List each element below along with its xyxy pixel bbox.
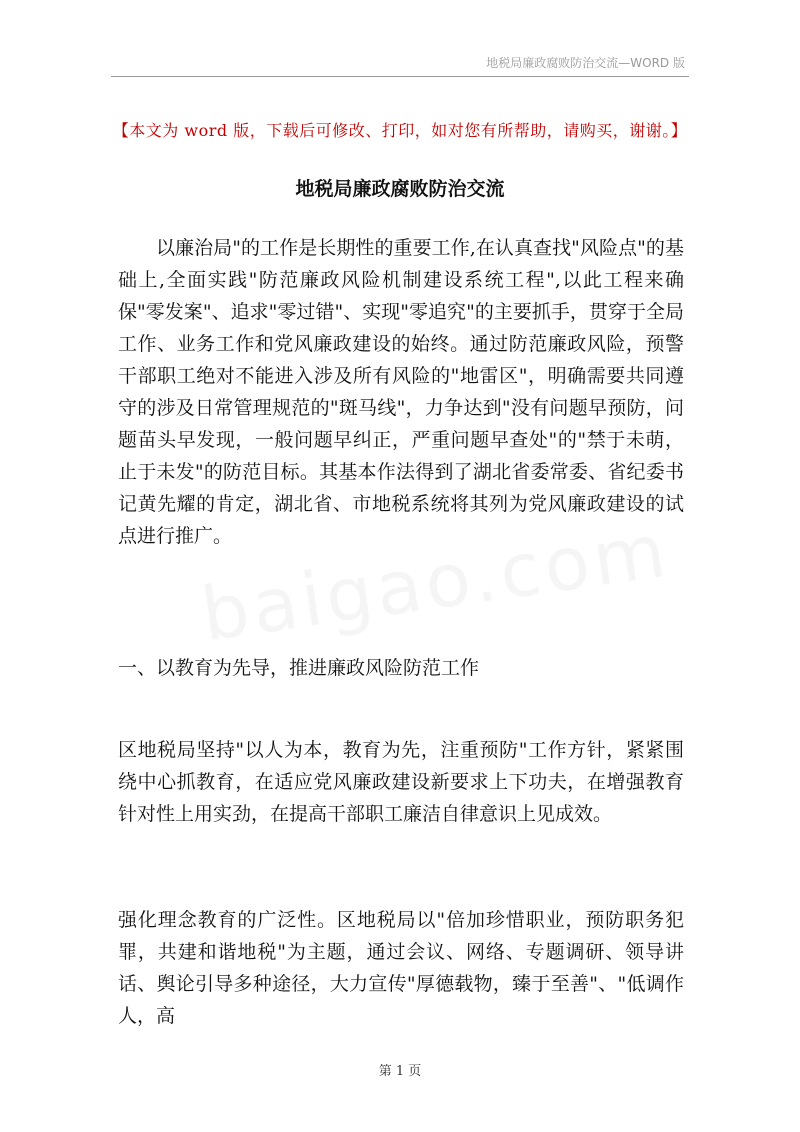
document-title: 地税局廉政腐败防治交流	[295, 178, 505, 200]
page-header	[111, 52, 689, 77]
running-title: 地税局廉政腐败防治交流—WORD 版	[486, 56, 685, 70]
section-1-heading: 一、以教育为先导，推进廉政风险防范工作	[118, 657, 480, 679]
purchase-notice: 【本文为 word 版，下载后可修改、打印，如对您有所帮助，请购买，谢谢。】	[112, 121, 688, 140]
section-1-paragraph: 区地税局坚持"以人为本，教育为先，注重预防"工作方针，紧紧围绕中心抓教育，在适应党风廉政建设新要求上下功夫，在增强教育针对性上用实劲，在提高干部职工廉洁自律意识上见成效。	[118, 739, 684, 825]
section-1-paragraph-2: 强化理念教育的广泛性。区地税局以"倍加珍惜职业，预防职务犯罪，共建和谐地税"为主题，通过会议、网络、专题调研、领导讲话、舆论引导多种途径，大力宣传"厚德载物，臻于至善"、"低调作人，高	[118, 909, 684, 1027]
intro-paragraph: 以廉治局"的工作是长期性的重要工作,在认真查找"风险点"的基础上,全面实践"防范廉政风险机制建设系统工程",以此工程来确保"零发案"、追求"零过错"、实现"零追究"的主要抓手，贯穿于全局工作、业务工作和党风廉政建设的始终。通过防范廉政风险，预警干部职工绝对不能进入涉及所有风险的"地雷区"，明确需要共同遵守的涉及日常管理规范的"斑马线"，力争达到"没有问题早预防，问题苗头早发现，一般问题早纠正，严重问题早查处"的"禁于未萌，止于未发"的防范目标。其基本作法得到了湖北省委常委、省纪委书记黄先耀的肯定，湖北省、市地税系统将其列为党风廉政建设的试点进行推广。	[118, 237, 684, 547]
page-number: 第 1 页	[378, 1064, 422, 1079]
